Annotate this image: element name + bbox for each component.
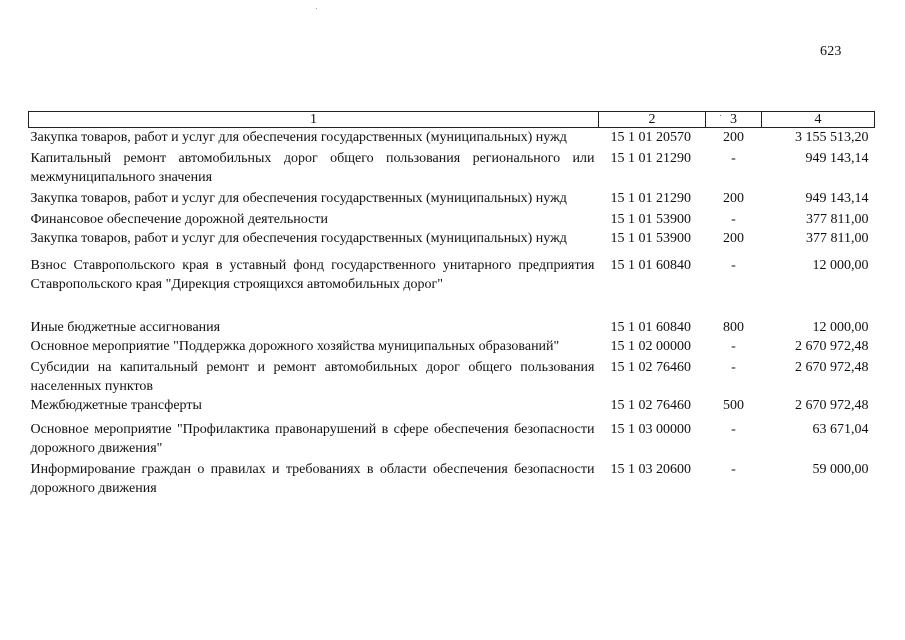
table-row bbox=[29, 147, 875, 187]
row-type: 200 bbox=[723, 231, 744, 246]
page-number: 623 bbox=[820, 44, 842, 59]
row-amount: 2 670 972,48 bbox=[795, 360, 869, 375]
row-code: 15 1 01 20570 bbox=[610, 130, 691, 145]
row-name: Основное мероприятие "Поддержка дорожного хозяйства муниципальных образований" bbox=[30, 339, 560, 354]
table-row bbox=[29, 415, 875, 458]
table-row bbox=[29, 187, 875, 208]
row-amount: 12 000,00 bbox=[812, 320, 869, 335]
row-name: Закупка товаров, работ и услуг для обеспечения государственных (муниципальных) нужд bbox=[30, 231, 567, 246]
row-type: 200 bbox=[723, 130, 744, 145]
row-amount: 377 811,00 bbox=[806, 212, 869, 227]
table-row bbox=[29, 318, 875, 337]
table-body bbox=[29, 128, 875, 499]
scan-artifact bbox=[316, 8, 317, 9]
row-code: 15 1 02 76460 bbox=[610, 360, 691, 375]
budget-table bbox=[28, 111, 875, 498]
row-amount: 949 143,14 bbox=[805, 151, 869, 166]
row-name: Закупка товаров, работ и услуг для обеспечения государственных (муниципальных) нужд bbox=[30, 191, 567, 206]
row-amount: 63 671,04 bbox=[812, 422, 869, 437]
table-row bbox=[29, 128, 875, 148]
row-type: - bbox=[731, 212, 736, 227]
table-row bbox=[29, 208, 875, 229]
row-amount: 949 143,14 bbox=[805, 191, 869, 206]
row-code: 15 1 02 76460 bbox=[610, 398, 691, 413]
table-row bbox=[29, 458, 875, 498]
header-col-code: 2 bbox=[599, 112, 706, 128]
row-name: Закупка товаров, работ и услуг для обеспечения государственных (муниципальных) нужд bbox=[30, 130, 567, 145]
row-amount: 3 155 513,20 bbox=[795, 130, 869, 145]
row-name: Иные бюджетные ассигнования bbox=[30, 320, 221, 335]
table-row bbox=[29, 229, 875, 248]
table-row bbox=[29, 337, 875, 356]
table-row bbox=[29, 396, 875, 415]
row-name: Финансовое обеспечение дорожной деятельности bbox=[30, 212, 328, 227]
row-code: 15 1 01 60840 bbox=[610, 258, 691, 273]
row-code: 15 1 02 00000 bbox=[610, 339, 691, 354]
row-type: - bbox=[731, 360, 736, 375]
row-code: 15 1 01 53900 bbox=[610, 212, 691, 227]
row-name: Межбюджетные трансферты bbox=[30, 398, 202, 413]
table-row bbox=[29, 248, 875, 318]
table-row bbox=[29, 356, 875, 396]
row-type: 200 bbox=[723, 191, 744, 206]
row-amount: 2 670 972,48 bbox=[795, 398, 869, 413]
row-name: Основное мероприятие "Профилактика правонарушений в сфере обеспечения безопасности дорожного движения" bbox=[30, 422, 595, 456]
row-type: - bbox=[731, 258, 736, 273]
row-code: 15 1 03 00000 bbox=[610, 422, 691, 437]
row-name: Взнос Ставропольского края в уставный фонд государственного унитарного предприятия Ставропольского края "Дирекция строящихся автомобильных дорог" bbox=[30, 258, 595, 292]
header-row bbox=[29, 112, 875, 128]
row-name: Информирование граждан о правилах и требованиях в области обеспечения безопасности дорожного движения bbox=[30, 462, 595, 496]
row-amount: 12 000,00 bbox=[812, 258, 869, 273]
row-code: 15 1 01 21290 bbox=[610, 151, 691, 166]
header-col-type: 3 bbox=[706, 112, 762, 128]
row-code: 15 1 01 53900 bbox=[610, 231, 691, 246]
row-code: 15 1 01 60840 bbox=[610, 320, 691, 335]
row-name: Капитальный ремонт автомобильных дорог общего пользования регионального или межмуниципального значения bbox=[30, 151, 595, 185]
row-type: - bbox=[731, 151, 736, 166]
row-type: 500 bbox=[723, 398, 744, 413]
row-code: 15 1 01 21290 bbox=[610, 191, 691, 206]
row-amount: 377 811,00 bbox=[806, 231, 869, 246]
row-name: Субсидии на капитальный ремонт и ремонт автомобильных дорог общего пользования населенных пунктов bbox=[30, 360, 595, 394]
row-amount: 2 670 972,48 bbox=[795, 339, 869, 354]
row-type: - bbox=[731, 462, 736, 477]
row-type: 800 bbox=[723, 320, 744, 335]
row-code: 15 1 03 20600 bbox=[610, 462, 691, 477]
table-header bbox=[29, 112, 875, 128]
row-type: - bbox=[731, 422, 736, 437]
header-col-name: 1 bbox=[29, 112, 599, 128]
row-amount: 59 000,00 bbox=[812, 462, 869, 477]
header-col-amount: 4 bbox=[762, 112, 875, 128]
row-type: - bbox=[731, 339, 736, 354]
